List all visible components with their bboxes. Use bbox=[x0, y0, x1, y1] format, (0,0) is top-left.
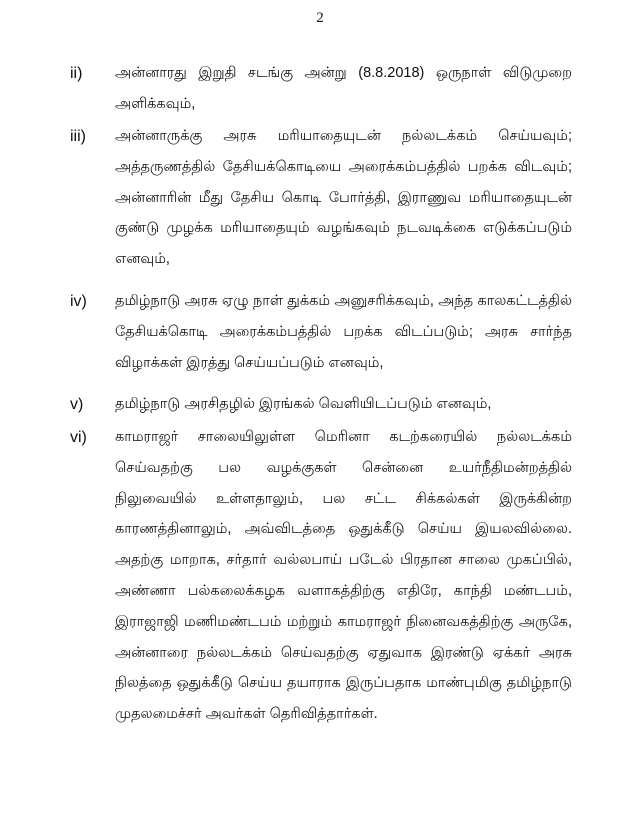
text-line: குண்டு முழக்க மரியாதையும் வழங்கவும் நடவடிக்கை எடுக்கப்படும் bbox=[115, 220, 572, 237]
text-line: அன்னாருக்கு அரசு மரியாதையுடன் நல்லடக்கம் செய்யவும்; bbox=[115, 128, 572, 144]
list-item-number: ii) bbox=[70, 65, 83, 82]
text-line: நிலுவையில் உள்ளதாலும், பல சட்ட சிக்கல்கள் இருக்கின்ற bbox=[115, 490, 572, 507]
text-line: முதலமைச்சர் அவர்கள் தெரிவித்தார்கள். bbox=[115, 706, 378, 723]
text-line: தேசியக்கொடி அரைக்கம்பத்தில் பறக்க விடப்படும்; அரசு சார்ந்த bbox=[115, 323, 572, 340]
list-item-number: vi) bbox=[70, 429, 87, 446]
page-number: 2 bbox=[316, 10, 324, 26]
text-line: காமராஜர் சாலையிலுள்ள மெரினா கடற்கரையில் நல்லடக்கம் bbox=[115, 429, 572, 445]
text-line: எனவும், bbox=[115, 251, 170, 268]
text-line: செய்வதற்கு பல வழக்குகள் சென்னை உயர்நீதிமன்றத்தில் bbox=[115, 459, 572, 476]
text-line: காரணத்தினாலும், அவ்விடத்தை ஒதுக்கீடு செய்ய இயலவில்லை. bbox=[115, 521, 572, 538]
text-line: தமிழ்நாடு அரசு ஏழு நாள் துக்கம் அனுசரிக்கவும், அந்த காலகட்டத்தில் bbox=[115, 293, 572, 309]
text-line: அண்ணா பல்கலைக்கழக வளாகத்திற்கு எதிரே, காந்தி மண்டபம், bbox=[115, 583, 572, 599]
text-line: நிலத்தை ஒதுக்கீடு செய்ய தயாராக இருப்பதாக மாண்புமிகு தமிழ்நாடு bbox=[115, 675, 572, 692]
text-line: விழாக்கள் இரத்து செய்யப்படும் எனவும், bbox=[115, 354, 384, 371]
text-line: அன்னாரை நல்லடக்கம் செய்வதற்கு ஏதுவாக இரண்டு ஏக்கர் அரசு bbox=[115, 644, 572, 661]
list-item-number: iv) bbox=[70, 293, 87, 310]
text-line: இராஜாஜி மணிமண்டபம் மற்றும் காமராஜர் நினைவகத்திற்கு அருகே, bbox=[115, 613, 572, 630]
text-line: அத்தருணத்தில் தேசியக்கொடியை அரைக்கம்பத்தில் பறக்க விடவும்; bbox=[115, 158, 572, 175]
text-line: அதற்கு மாறாக, சர்தார் வல்லபாய் படேல் பிரதான சாலை முகப்பில், bbox=[115, 552, 572, 569]
list-item-number: iii) bbox=[70, 128, 86, 145]
list-item-number: v) bbox=[70, 396, 84, 413]
text-line: அன்னாரது இறுதி சடங்கு அன்று (8.8.2018) ஒருநாள் விடுமுறை bbox=[115, 65, 572, 81]
text-line: அளிக்கவும், bbox=[115, 95, 196, 112]
text-line: தமிழ்நாடு அரசிதழில் இரங்கல் வெளியிடப்படும் எனவும், bbox=[115, 396, 492, 412]
text-line: அன்னாரின் மீது தேசிய கொடி போர்த்தி, இராணுவ மரியாதையுடன் bbox=[115, 189, 572, 206]
